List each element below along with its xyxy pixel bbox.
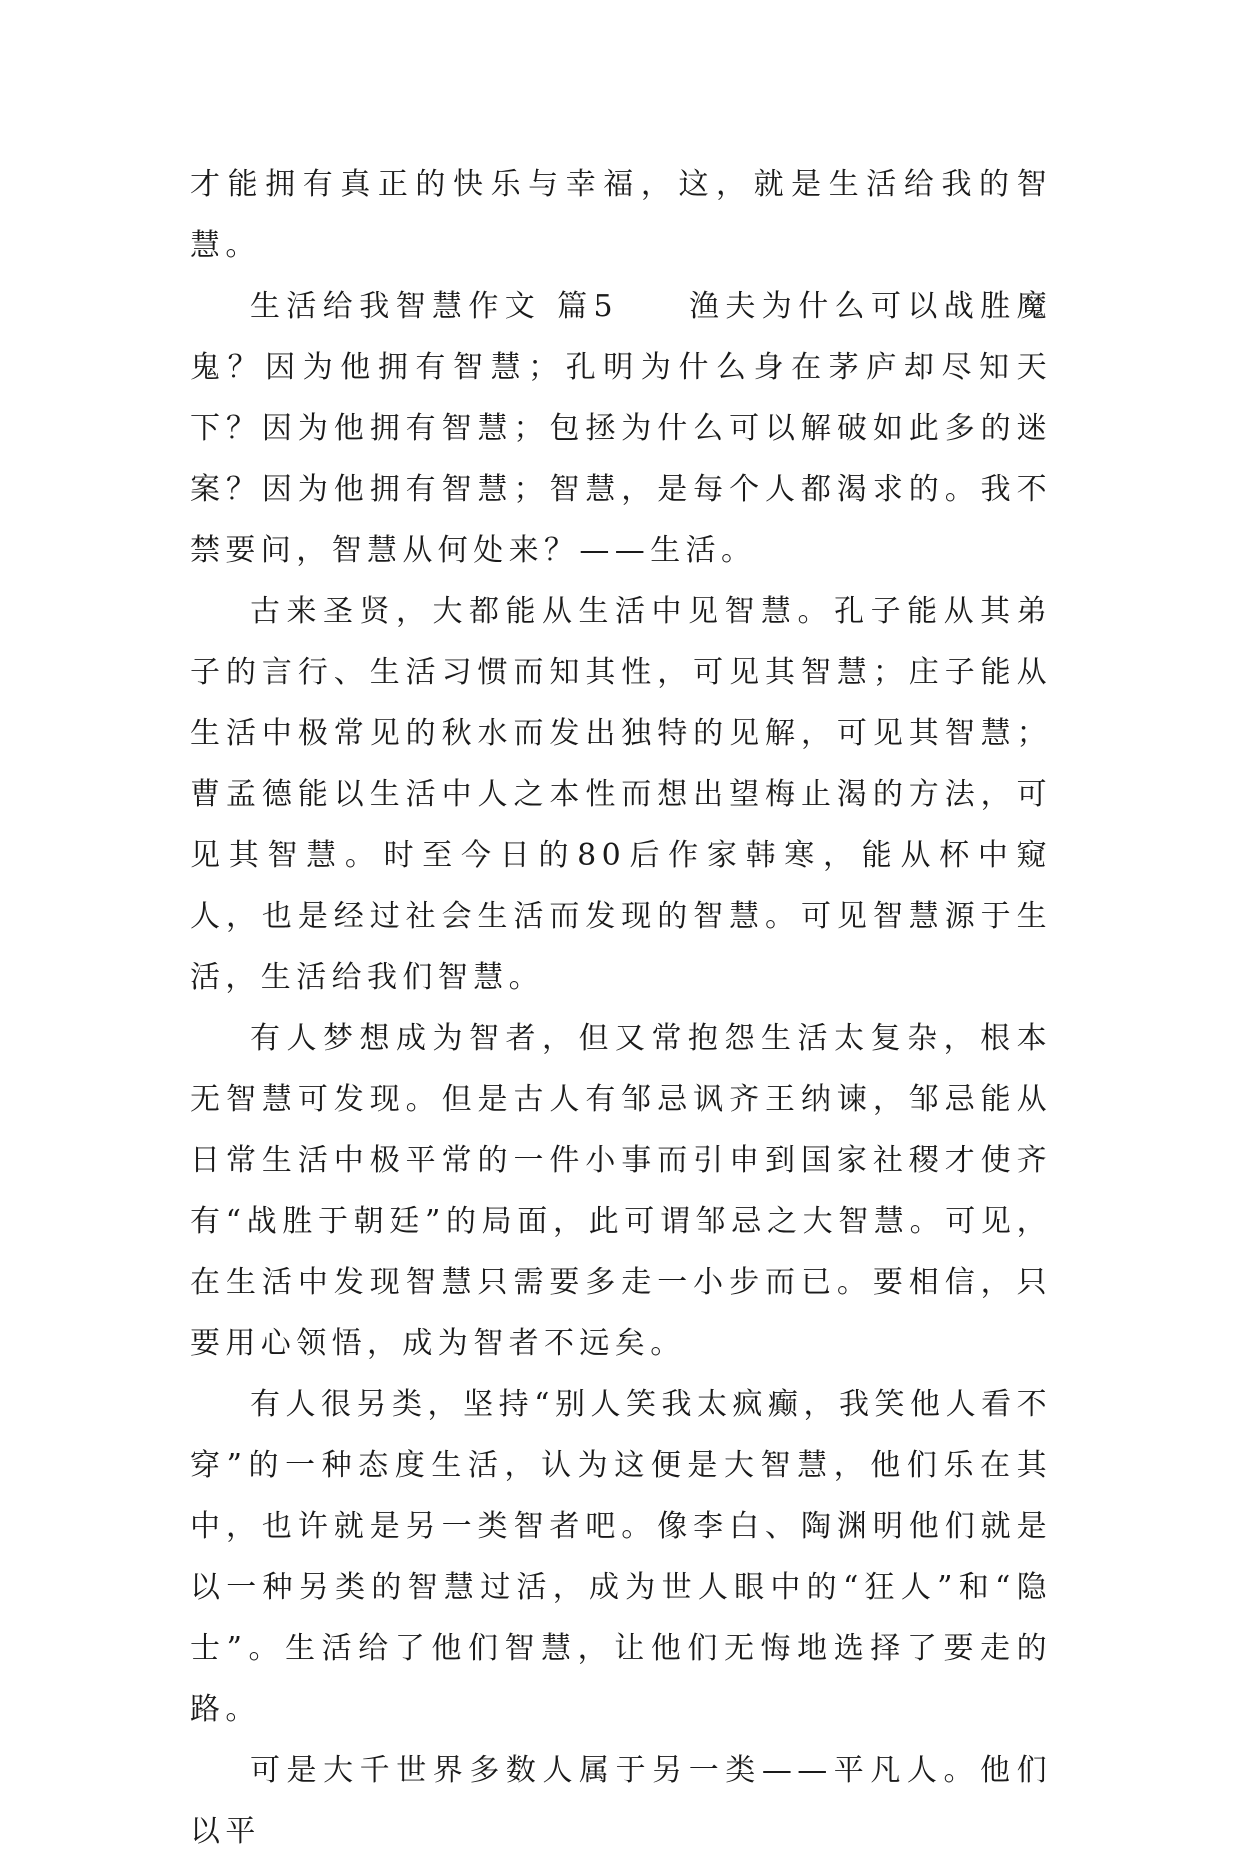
section-paragraph-1 [190,276,1052,581]
body-paragraph-4: 有人很另类，坚持“别人笑我太疯癫，我笑他人看不穿”的一种态度生活，认为这便是大智慧，他们乐在其中，也许就是另一类智者吧。像李白、陶渊明他们就是以一种另类的智慧过活，成为世人眼中的“狂人”和“隐士”。生活给了他们智慧，让他们无悔地选择了要走的路。 [190,1387,1052,1727]
section-heading: 生活给我智慧作文 篇5 [250,289,619,324]
paragraph-text: 渔夫为什么可以战胜魔鬼？因为他拥有智慧；孔明为什么身在茅庐却尽知天下？因为他拥有智慧；包拯为什么可以解破如此多的迷案？因为他拥有智慧；智慧，是每个人都渴求的。我不禁要问，智慧从何处来？——生活。 [190,289,1052,568]
body-paragraph-3: 有人梦想成为智者，但又常抱怨生活太复杂，根本无智慧可发现。但是古人有邹忌讽齐王纳谏，邹忌能从日常生活中极平常的一件小事而引申到国家社稷才使齐有“战胜于朝廷”的局面，此可谓邹忌之大智慧。可见，在生活中发现智慧只需要多走一小步而已。要相信，只要用心领悟，成为智者不远矣。 [190,1021,1052,1361]
document-body [190,154,1052,1862]
lead-paragraph: 才能拥有真正的快乐与幸福，这，就是生活给我的智慧。 [190,167,1052,263]
body-paragraph-2: 古来圣贤，大都能从生活中见智慧。孔子能从其弟子的言行、生活习惯而知其性，可见其智慧；庄子能从生活中极常见的秋水而发出独特的见解，可见其智慧；曹孟德能以生活中人之本性而想出望梅止渴的方法，可见其智慧。时至今日的80后作家韩寒，能从杯中窥人，也是经过社会生活而发现的智慧。可见智慧源于生活，生活给我们智慧。 [190,594,1052,995]
body-paragraph-5: 可是大千世界多数人属于另一类——平凡人。他们以平 [190,1753,1052,1849]
